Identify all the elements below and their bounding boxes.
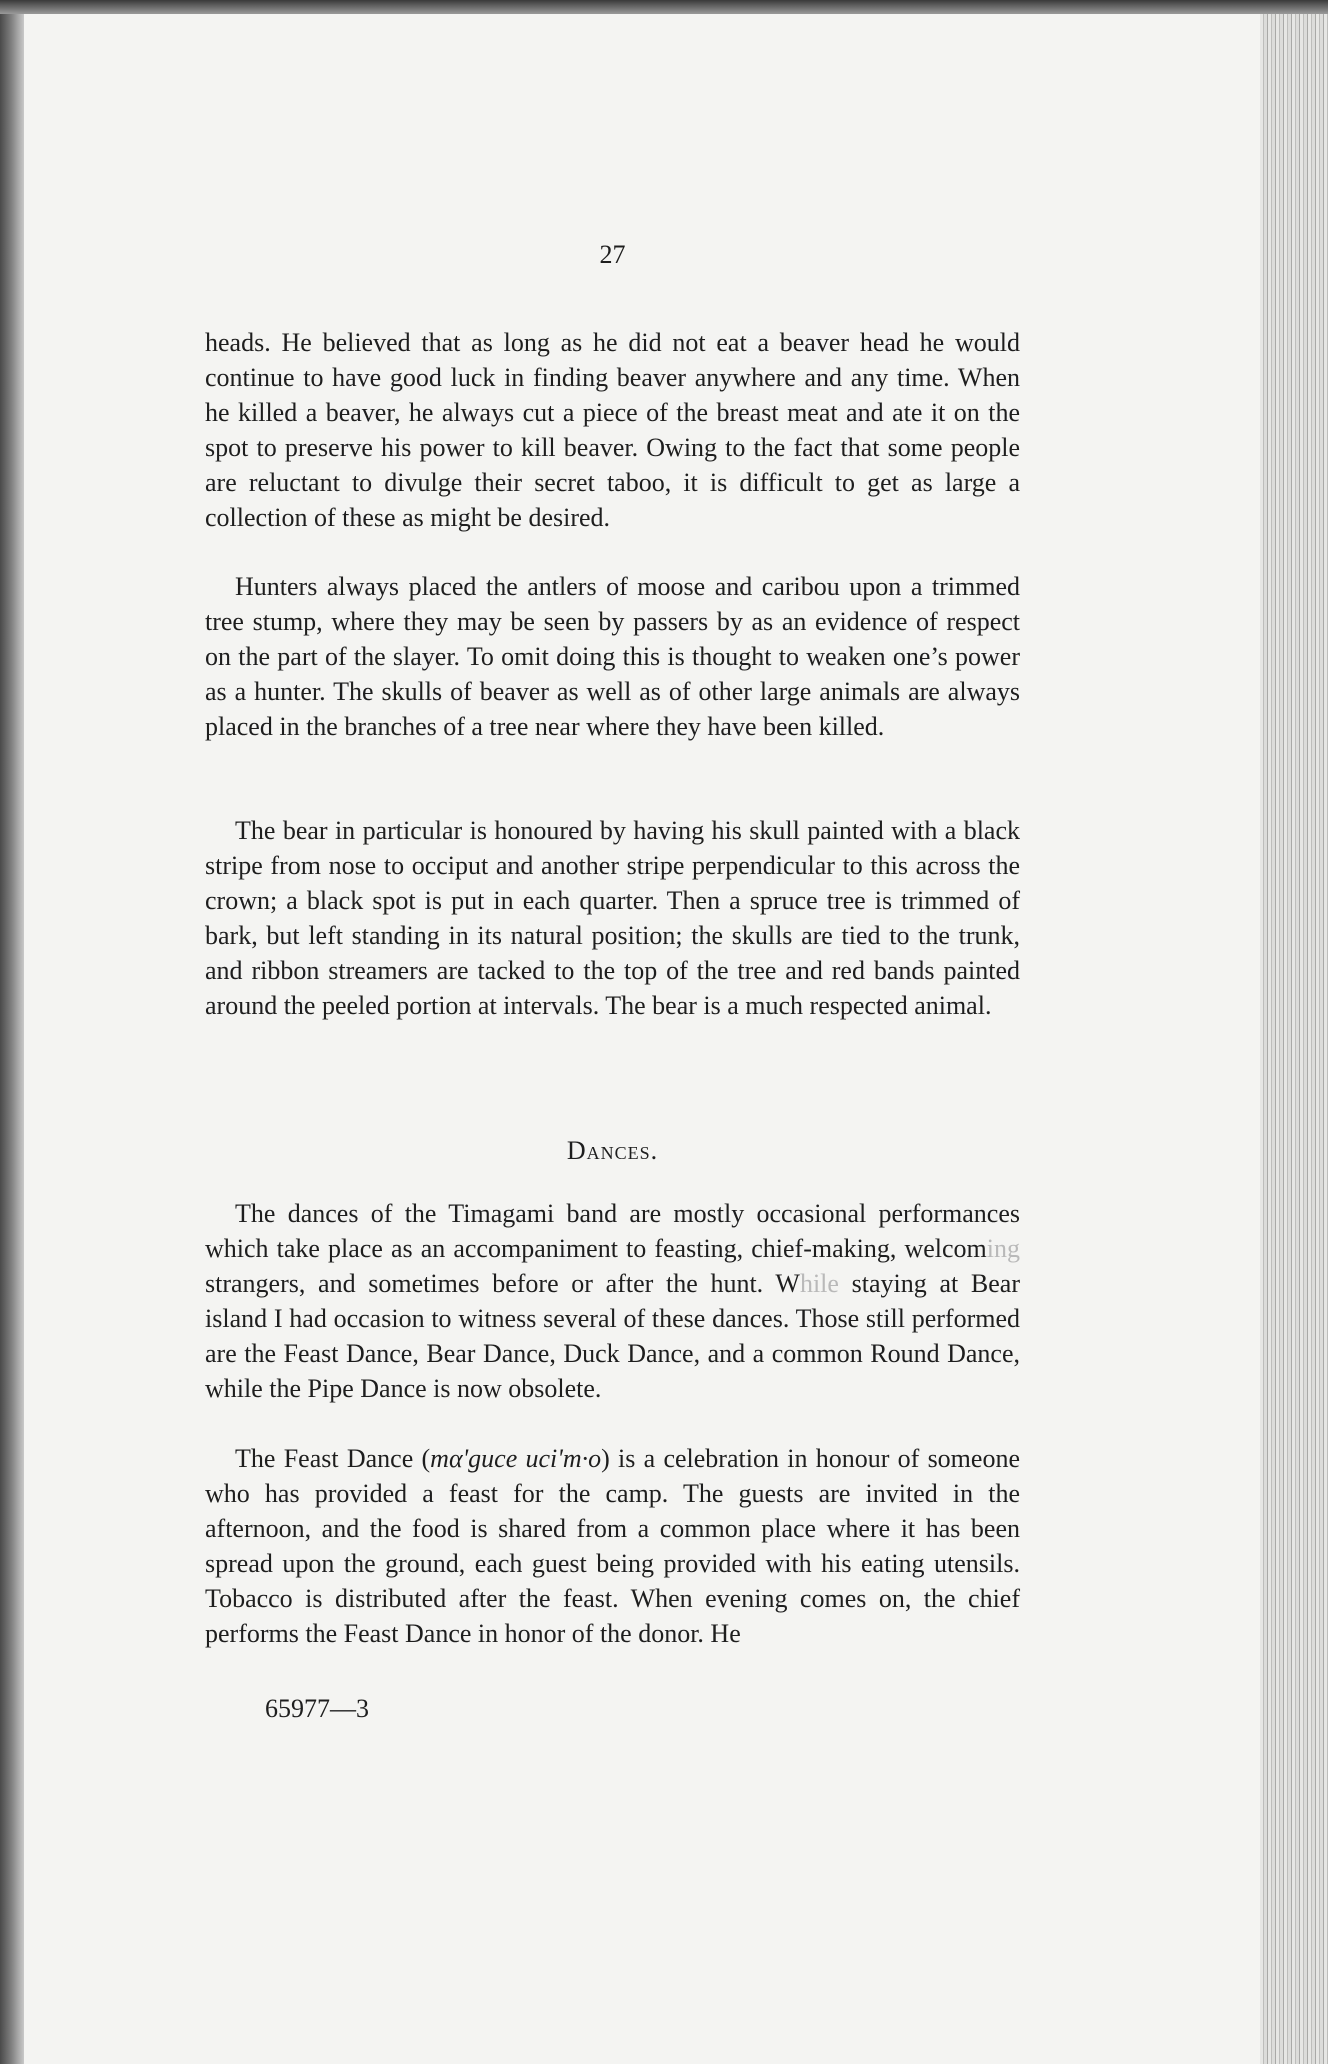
dances-intro-text-3: staying at Bear island I had occasion to witness several of these dances. Those still performed are the Feast Dance, Bear Dance, Duck Dance, and a common Round Dance, while the Pipe Dance is now obsolete. bbox=[205, 1268, 1021, 1403]
page-edges bbox=[1260, 14, 1328, 2064]
paragraph-bear-skull: The bear in particular is honoured by having his skull painted with a black stripe from nose to occiput and another stripe perpendicular to this across the crown; a black spot is put in each quarter. Then a spruce tree is trimmed of bark, but left standing in its natural position; the skulls are tied to the trunk, and ribbon streamers are tacked to the top of the tree and red bands painted around the peeled portion at intervals. The bear is a much respected animal. bbox=[205, 816, 1020, 1020]
paragraph-taboo-continued: heads. He believed that as long as he did not eat a beaver head he would continue to have good luck in finding beaver anywhere and any time. When he killed a beaver, he always cut a piece of the breast meat and ate it on the spot to preserve his power to kill beaver. Owing to the fact that some people are reluctant to divulge their secret taboo, it is difficult to get as large a collection of these as might be desired. bbox=[205, 328, 1020, 532]
paragraph-antlers: Hunters always placed the antlers of moose and caribou upon a trimmed tree stump, where they may be seen by passers by as an evidence of respect on the part of the slayer. To omit doing this is thought to weaken one’s power as a hunter. The skulls of beaver as well as of other large animals are always placed in the branches of a tree near where they have been killed. bbox=[205, 572, 1020, 741]
book-binding-shadow bbox=[0, 14, 24, 2064]
book-page bbox=[24, 14, 1260, 2064]
feast-dance-term: mα'guce uci'm·o bbox=[430, 1444, 602, 1473]
signature-mark: 65977—3 bbox=[265, 1694, 369, 1723]
dances-intro-text-2: strangers, and sometimes before or after the hunt. W bbox=[205, 1268, 800, 1298]
feast-dance-text-2: ) is a celebration in honour of someone who has provided a feast for the camp. The guests are invited in the afternoon, and the food is shared from a common place where it has been spread upon the ground, each guest being provided with his eating utensils. Tobacco is distributed after the feast. When evening comes on, the chief performs the Feast Dance in honor of the donor. He bbox=[205, 1444, 1020, 1648]
paragraph-feast-dance bbox=[205, 1442, 1020, 1651]
page-number: 27 bbox=[599, 240, 626, 269]
faded-ink-text-1: ing bbox=[986, 1233, 1020, 1263]
feast-dance-text-1: The Feast Dance ( bbox=[235, 1444, 431, 1473]
scan-top-edge bbox=[0, 0, 1328, 14]
paragraph-dances-intro bbox=[205, 1197, 1020, 1406]
dances-intro-text-1: The dances of the Timagami band are mostly occasional performances which take place as an accompaniment to feasting, chief-making, welcom bbox=[205, 1199, 1020, 1263]
section-heading: Dances. bbox=[566, 1136, 659, 1165]
faded-ink-text-2: hile bbox=[799, 1268, 839, 1298]
